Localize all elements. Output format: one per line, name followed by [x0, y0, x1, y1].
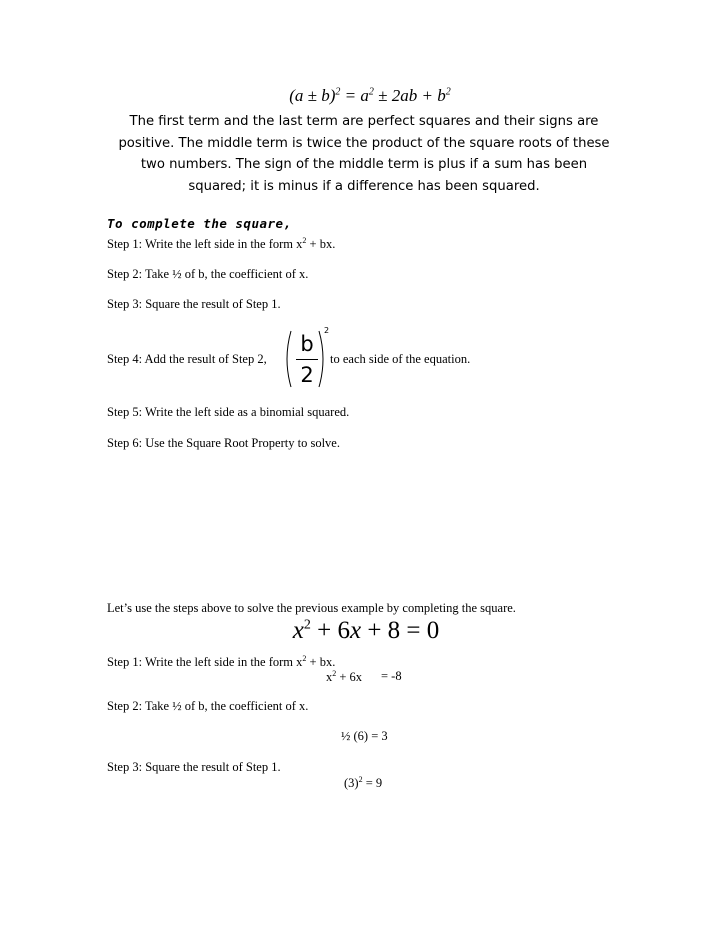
method-step-1-text: Step 1: Write the left side in the form x — [107, 237, 303, 252]
left-paren-icon — [282, 330, 292, 388]
work-lhs: + 6x — [336, 670, 363, 685]
method-step-1-exponent: 2 — [302, 236, 307, 245]
fraction-bar — [296, 359, 318, 360]
fraction-numerator: b — [300, 332, 314, 356]
example-step-1-exponent: 2 — [302, 654, 307, 663]
identity-a-term: = a — [340, 86, 369, 105]
work-exponent: 2 — [332, 669, 337, 678]
example-step-1 — [107, 654, 335, 670]
work-base: (3) — [344, 776, 359, 791]
work-result: = 9 — [362, 776, 383, 791]
example-step-1-work — [326, 669, 362, 685]
right-paren-icon — [318, 330, 328, 388]
fraction-exponent: 2 — [324, 326, 330, 335]
example-step-3: Step 3: Square the result of Step 1. — [107, 760, 281, 774]
method-step-2: Step 2: Take ½ of b, the coefficient of x. — [107, 267, 309, 281]
work-x: x — [326, 670, 333, 685]
example-step-3-work — [344, 775, 382, 791]
method-step-4-lead: Step 4: Add the result of Step 2, — [107, 352, 267, 366]
example-step-1-tail: + bx. — [306, 655, 336, 670]
b-over-2-squared — [282, 326, 332, 390]
binomial-square-identity — [0, 86, 728, 106]
method-step-1 — [107, 236, 335, 252]
equation-rest: + 8 = 0 — [361, 617, 440, 644]
work-square-exponent: 2 — [358, 775, 363, 784]
equation-exponent: 2 — [303, 617, 311, 633]
identity-b-exponent: 2 — [445, 86, 451, 98]
equation-six: + 6 — [310, 617, 350, 644]
example-step-2-work: ½ (6) = 3 — [341, 729, 388, 743]
method-step-4-tail: to each side of the equation. — [330, 352, 471, 366]
equation-x-linear: x — [349, 617, 362, 644]
equation-x: x — [292, 617, 304, 644]
identity-explanation: The first term and the last term are perfect squares and their signs are positive. The middle term is twice the product of the square roots of these two numbers. The sign of the middle term is plus if a sum has been squared; it is minus if a difference has been squared. — [118, 114, 610, 194]
example-step-1-rhs: = -8 — [381, 669, 402, 683]
method-step-6: Step 6: Use the Square Root Property to solve. — [107, 436, 340, 450]
method-step-1-tail: + bx. — [306, 237, 336, 252]
complete-square-heading: To complete the square, — [107, 216, 292, 231]
method-step-5: Step 5: Write the left side as a binomial squared. — [107, 405, 350, 419]
identity-middle: ± 2ab + b — [373, 86, 446, 105]
identity-lhs: (a ± b) — [289, 86, 336, 105]
fraction-denominator: 2 — [300, 363, 314, 387]
example-step-2: Step 2: Take ½ of b, the coefficient of x. — [107, 699, 309, 713]
example-step-1-text: Step 1: Write the left side in the form x — [107, 655, 303, 670]
example-intro: Let’s use the steps above to solve the previous example by completing the square. — [107, 601, 516, 615]
example-equation — [0, 617, 728, 645]
method-step-3: Step 3: Square the result of Step 1. — [107, 297, 281, 311]
identity-a-exponent: 2 — [368, 86, 374, 98]
identity-lhs-exponent: 2 — [335, 86, 341, 98]
